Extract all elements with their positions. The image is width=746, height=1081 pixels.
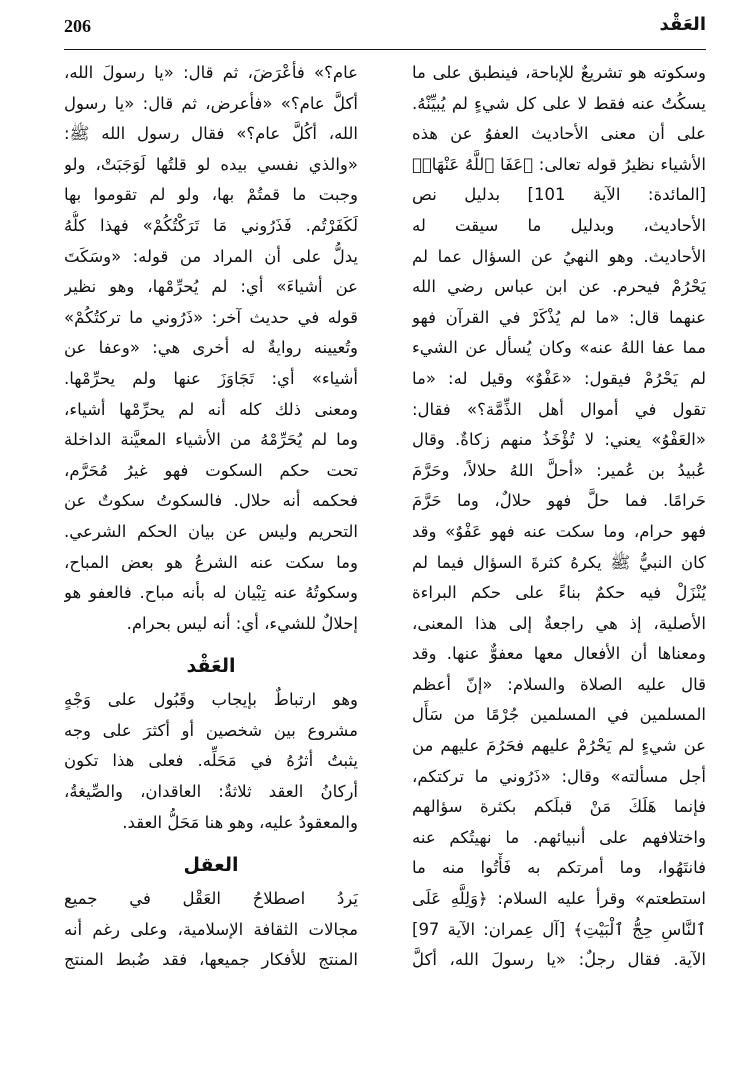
text-line: قال عليه الصلاة والسلام: «إنّ أعظم xyxy=(412,674,706,694)
text-line: التحريم وليس عن بيان الحكم الشرعي. xyxy=(64,521,358,541)
text-line: وسكوته هو تشريعٌ للإباحة، فينطبق على ما xyxy=(412,63,706,82)
text-line: فإنما هَلَكَ مَنْ قبلَكم بكثرة سؤالهم xyxy=(412,797,706,817)
text-line: فانتَهُوا، وما أمرتكم به فَأْتُوا منه ما xyxy=(412,858,706,878)
text-line: الله، أكُلَّ عام؟» فقال رسول الله ﷺ: xyxy=(64,124,358,144)
text-line: عن أشياءَ» أي: لم يُحرِّمْها، وهو نظير xyxy=(64,277,358,297)
text-line: قوله في حديث آخر: «ذَرُوني ما تركتُكُمْ» xyxy=(64,307,358,327)
section-heading-aqd: العَقْد xyxy=(186,655,236,678)
text-line: مجالات الثقافة الإسلامية، وعلى رغم أنه xyxy=(64,919,358,939)
right-column xyxy=(412,58,706,976)
text-line: عُبيدُ بن عُمير: «أحلَّ اللهُ حلالاً، وحَرَّمَ xyxy=(412,460,706,480)
section-heading-aql: العقل xyxy=(183,854,239,877)
text-line: وهو ارتباطٌ بإيجاب وقَبُول على وَجْهٍ xyxy=(64,690,358,710)
text-line: لَكَفَرْتُم. فَذَرُوني مَا تَرَكْتُكُمْ» فهذا كلُّهُ xyxy=(64,215,358,235)
text-line: أجل مسألته» وقال: «ذَرُوني ما تركتكم، xyxy=(412,766,706,786)
text-line: والمعقودُ عليه، وهو هنا مَحَلُّ العقد. xyxy=(122,812,358,832)
text-line: الأحاديث، وبدليل ما سيقت له xyxy=(412,215,706,235)
text-line: مما عفا اللهُ عنه» وكان يُسأل عن الشيء xyxy=(412,338,706,358)
text-line: يَردُ اصطلاحُ العَقْل في جميع xyxy=(64,889,358,909)
text-line: عن شيءٍ لم يَحْرُمْ عليهم فحَرُمَ عليهم من xyxy=(412,736,706,756)
text-line: يَحْرُمْ فيحرم. عن ابن عباس رضي الله xyxy=(412,277,706,297)
text-line: تقول في أموال أهل الذِّمَّة؟» فقال: xyxy=(412,399,706,419)
text-line: ومعناها أن الأفعال معها معفوٌّ عنها. وقد xyxy=(412,644,706,664)
text-line: استطعتم» وقرأ عليه السلام: ﴿وَلِلَّهِ عَلَى xyxy=(412,889,706,909)
text-line: فهو حرام، وما سكت عنه فهو عَفْوٌ» وقد xyxy=(412,521,706,541)
text-line: الأشياء نظيرُ قوله تعالى: ﴿عَفَا ٱللَّهُ عَنْهَاۗ﴾ xyxy=(412,154,706,174)
text-line: إحلالٌ للشيء، أي: أنه ليس بحرام. xyxy=(126,613,358,633)
text-line: يثبتُ أثرُهُ في مَحَلِّه. فعلى هذا تكون xyxy=(64,751,358,771)
text-line: المسلمين في المسلمين جُرْمًا من سَأَل xyxy=(412,705,706,725)
text-line: الآية. فقال رجلٌ: «يا رسولَ الله، أكلَّ xyxy=(412,950,706,970)
text-line: أركانُ العقد ثلاثةٌ: العاقدان، والصِّيغةُ، xyxy=(64,782,358,802)
left-column xyxy=(64,58,358,976)
text-line: لم يَحْرُمْ فيقول: «عَفْوٌ» وقيل له: «ما xyxy=(412,368,706,388)
page-header xyxy=(64,14,706,44)
text-line: عنهما قال: «ما لم يُذْكَرْ في القرآن فهو xyxy=(412,307,706,327)
text-line: حَرامًا. فما حلَّ فهو حلالٌ، وما حَرَّمَ xyxy=(412,491,706,511)
text-line: وتُعيينه روايةٌ له أخرى هي: «وعفا عن xyxy=(64,338,358,358)
text-line: يدلُّ على أن المراد من قوله: «وسَكَتَ xyxy=(64,246,358,266)
text-line: [المائدة: الآية 101] بدليل نص xyxy=(412,185,706,205)
text-line: تحت حكم السكوت فهو غيرُ مُحَرَّم، xyxy=(64,460,358,480)
text-line: أكلَّ عام؟» «فأعرض، ثم قال: «يا رسول xyxy=(64,93,358,113)
text-line: يسكُتُ عنه فقط لا على كل شيءٍ لم يُبيِّنْهُ. xyxy=(412,93,706,113)
page-number: 206 xyxy=(64,16,91,36)
text-line: أشياء» أي: تَجَاوَزَ عنها ولم يحرِّمْها. xyxy=(64,368,358,388)
text-line: عام؟» فأعْرَضَ، ثم قال: «يا رسولَ الله، xyxy=(64,63,358,82)
text-line: ومعنى ذلك كله أنه لم يحرِّمْها أشياء، xyxy=(64,399,358,419)
text-line: كان النبيُّ ﷺ يكرهُ كثرةَ السؤال فيما لم xyxy=(412,552,706,572)
text-line: وسكوتُهُ عنه تِبْيان له بأنه مباح. فالعفو هو xyxy=(64,583,358,603)
text-line: على أن معنى الأحاديث العفوُ عن هذه xyxy=(412,124,706,144)
text-line: فحكمه أنه حلال. فالسكوتُ سكوتٌ عن xyxy=(64,491,358,511)
text-line: مشروع بين شخصين أو أكثرَ على وجه xyxy=(64,720,358,740)
text-line: وما لم يُحَرِّمْهُ من الأشياء المعيَّنة الداخلة xyxy=(64,430,358,450)
text-line: وما سكت عنه الشرعُ هو بعض المباح، xyxy=(64,552,358,572)
text-line: واختلافهم على أنبيائهم. ما نهيتُكم عنه xyxy=(412,827,706,847)
text-line: «العَفْوُ» يعني: لا تُؤْخَذُ منهم زكاةٌ. وقال xyxy=(412,430,706,450)
text-line: المنتج للأفكار جميعها، فقد ضُبط المنتج xyxy=(64,950,358,970)
running-title: العَقْد xyxy=(659,14,706,35)
text-line: الأصلية، إذ هي راجعةٌ إلى هذا المعنى، xyxy=(412,613,706,633)
text-line: ٱلنَّاسِ حِجُّ ٱلْبَيْتِ﴾ [آل عِمران: الآية 97] xyxy=(412,919,706,939)
text-line: وجبت ما قمتُمْ بها، ولو لم تقوموا بها xyxy=(64,185,358,205)
text-line: «والذي نفسي بيده لو قلتُها لَوَجَبَتْ، ولو xyxy=(64,154,358,174)
header-divider xyxy=(64,49,706,50)
text-line: الأحاديث. وهو النهيُ عن السؤال عما لم xyxy=(412,246,706,266)
text-line: يُنْزَلْ فيه حكمٌ بناءً على حكم البراءة xyxy=(412,583,706,603)
